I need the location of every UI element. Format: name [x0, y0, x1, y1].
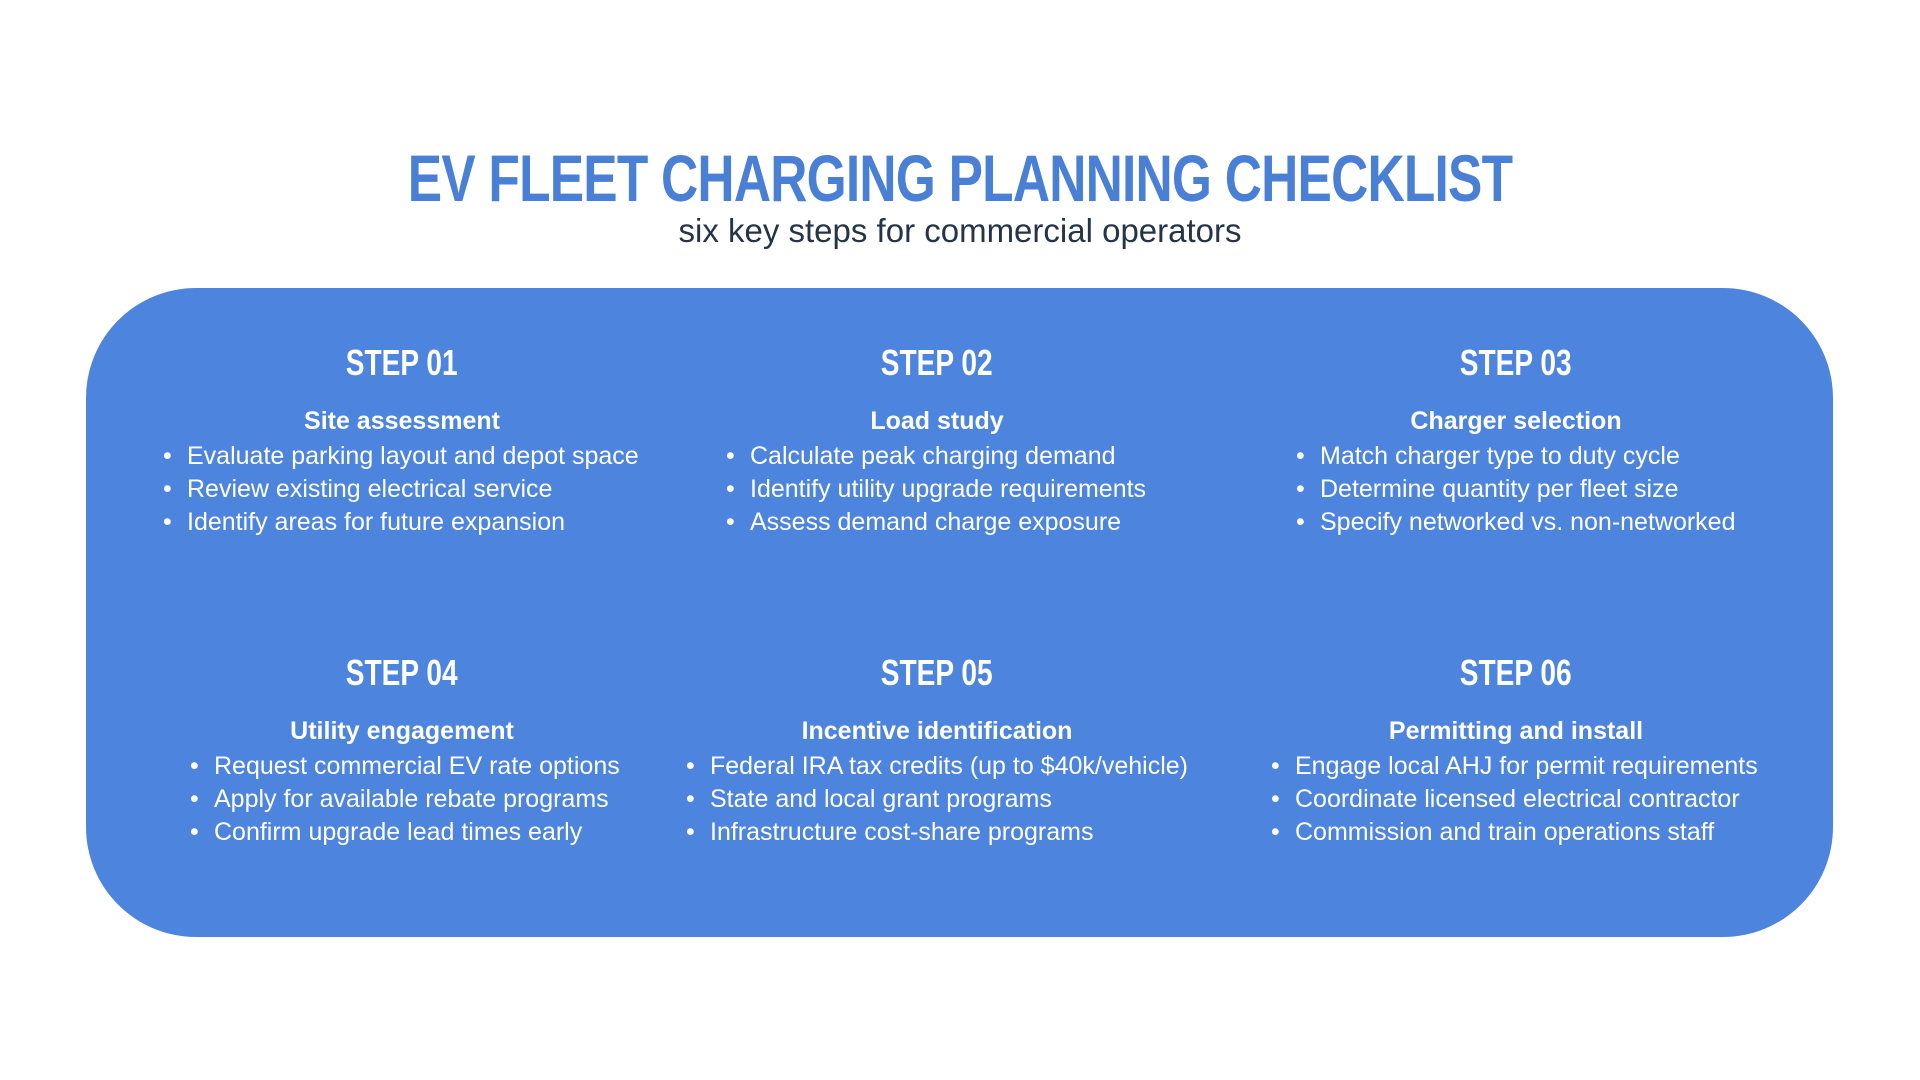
step-title: Incentive identification [801, 717, 1073, 745]
checklist-item: • Federal IRA tax credits (up to $40k/vehicle) [686, 750, 1286, 783]
checklist-item: • Specify networked vs. non-networked [1296, 506, 1896, 539]
step-checklist [1271, 750, 1871, 849]
step-card [1216, 343, 1816, 539]
step-title: Utility engagement [290, 717, 514, 745]
step-number-text: STEP 01 [346, 342, 458, 383]
title-text: EV FLEET CHARGING PLANNING CHECKLIST [407, 141, 1513, 215]
checklist-item: • Assess demand charge exposure [726, 506, 1326, 539]
step-title: Charger selection [1410, 407, 1622, 435]
step-number [637, 653, 1237, 693]
page-subtitle: six key steps for commercial operators [678, 212, 1242, 249]
step-card [1216, 653, 1816, 849]
step-number [1216, 343, 1816, 383]
step-checklist [686, 750, 1286, 849]
checklist-item: • Match charger type to duty cycle [1296, 440, 1896, 473]
step-card [102, 653, 702, 849]
step-title: Site assessment [304, 407, 500, 435]
step-card [102, 343, 702, 539]
checklist-item: • Engage local AHJ for permit requirements [1271, 750, 1871, 783]
step-number [102, 343, 702, 383]
checklist-item: • Apply for available rebate programs [190, 783, 790, 816]
checklist-item: • Identify areas for future expansion [163, 506, 763, 539]
step-card [637, 653, 1237, 849]
checklist-item: • Infrastructure cost-share programs [686, 816, 1286, 849]
checklist-item: • Calculate peak charging demand [726, 440, 1326, 473]
step-card [637, 343, 1237, 539]
step-number-text: STEP 05 [881, 652, 993, 693]
step-number-text: STEP 06 [1460, 652, 1572, 693]
page-title [0, 140, 1920, 216]
step-title: Permitting and install [1388, 717, 1644, 745]
checklist-item: • Request commercial EV rate options [190, 750, 790, 783]
checklist-item: • Commission and train operations staff [1271, 816, 1871, 849]
step-number [102, 653, 702, 693]
checklist-item: • State and local grant programs [686, 783, 1286, 816]
checklist-item: • Determine quantity per fleet size [1296, 473, 1896, 506]
step-number [637, 343, 1237, 383]
checklist-item: • Review existing electrical service [163, 473, 763, 506]
step-checklist [1296, 440, 1896, 539]
step-title: Load study [870, 407, 1004, 435]
step-number [1216, 653, 1816, 693]
step-number-text: STEP 04 [346, 652, 458, 693]
checklist-item: • Coordinate licensed electrical contractor [1271, 783, 1871, 816]
checklist-item: • Evaluate parking layout and depot space [163, 440, 763, 473]
step-number-text: STEP 03 [1460, 342, 1572, 383]
checklist-item: • Identify utility upgrade requirements [726, 473, 1326, 506]
checklist-item: • Confirm upgrade lead times early [190, 816, 790, 849]
step-number-text: STEP 02 [881, 342, 993, 383]
